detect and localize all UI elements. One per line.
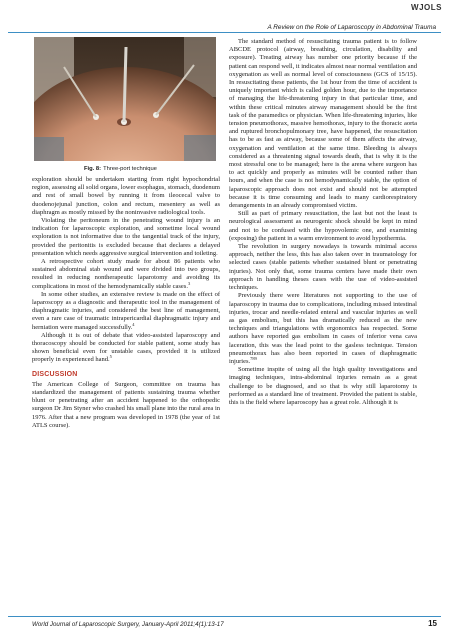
citation-ref: 8 (252, 355, 255, 361)
citation-ref: 4 (132, 321, 135, 327)
citation-ref: 3 (187, 280, 191, 286)
body-paragraph: Still as part of primary resuscitation, the last but not the least is neurological assessment as neurogenic shock should be kept in mind and not to be confused with the hypovolemic one, and examining (exposing) the patient in a warm environment to avoid hypothermia. (229, 210, 417, 242)
header-rule (8, 32, 441, 33)
left-column (32, 176, 220, 430)
running-title: A Review on the Role of Laparoscopy in Abdominal Trauma (267, 24, 436, 31)
body-paragraph: The standard method of resuscitating trauma patient is to follow ABCDE protocol (airway, breathing, circulation, disability and exposure). Treating airway has number one priority because if the patient can respond well, it indicates almost near normal ventilation and oxygenation as well as normal level of consciousness (GCS of 15/15). In resuscitating these patients, the 1st hour from the time of accident is uniquely important which is called golden hour, due to the importance of managing the life-threatening injury in that particular time, and within these critical minutes airway management should be the first task of the paramedics or physician. When life-threatening injuries, like tension pneumothorax, massive hemothorax, injury to the thoracic aorta and ruptured bronchopulmonary tree, have happened, the resuscitation has to be as fast as airway, because some of them affects the airway, oxygenation and ventilation at the same time. Bleeding is always considered as a threatening signal towards death, that is why it is the most stressful one to be managed; here is the arena where surgeon has to act quickly and properly as minutes will be counted rather than hours, and when the case is not hemodynamically stable, the option of laparoscopic approach does not exist and should not be attempted because it is time consuming and leads to many cardiorespiratory derangements in an already compromised victim. (229, 38, 417, 210)
figure-caption (84, 166, 157, 172)
footer-citation: World Journal of Laparoscopic Surgery, January-April 2011;4(1):13-17 (32, 621, 224, 628)
body-paragraph: Previously there were literatures not supporting to the use of laparoscopy in trauma due to complications, including missed intestinal injuries, trocar and needle-related enteral and vascular injuries as well as gas embolism, but this has dramatically reduced as the new techniques and triangulations with ergonomics has respected. Some authors have reported gas embolism in cases of inferior vena cava laceration, this was the lead point to the gasless technique. Tension pneumothorax has also been reported in cases of diaphragmatic injuries.$^{789}$ (229, 292, 417, 365)
figure-photo (34, 37, 216, 161)
figure-caption-text: Three-port technique (103, 166, 157, 172)
right-column (229, 38, 417, 407)
figure-label: Fig. 8: (84, 166, 102, 172)
body-paragraph: The American College of Surgeon, committee on trauma has standardized the management of patients sustaining trauma whether blunt or penetrating after an accident happened to the orthopedic surgeon Dr Jim Styner who crashed his small plane into the rural area in 1976. After that a new program was developed in 1978 (the year of 1st ATLS course). (32, 380, 220, 429)
surgical-photo-icon (34, 37, 216, 161)
body-paragraph: exploration should be undertaken starting from right hypochondrial region, assessing all solid organs, lower esophagus, stomach, duodenum and rest of small bowel by running it from ileocecal valve to duodenojejunal junction, colon and rectum, mesentery as well as diaphragm as mostly missed by the noninvasive radiological tools. (32, 176, 220, 216)
page-number: 15 (428, 619, 437, 628)
citation-ref: 7 (250, 355, 253, 361)
citation-ref: 5 (109, 354, 112, 360)
section-heading: DISCUSSION (32, 370, 78, 378)
body-paragraph: A retrospective cohort study made for about 86 patients who sustained abdominal stab wound and were divided into two groups, resulted in reducing nontherapeutic laparotomy and avoiding its complications in most of the hemodynamically stable cases.$^3$ (32, 258, 220, 290)
footer-rule (8, 616, 441, 617)
body-paragraph: Violating the peritoneum in the penetrating wound injury is an indication for laparoscopic exploration, and sometime local wound exploration is not informative due to the tangential track of the injury, provided the peritonitis is excluded because that declares a delayed presentation which needs aggressive surgical intervention and toileting. (32, 217, 220, 257)
body-paragraph: In some other studies, an extensive review is made on the effect of laparoscopy as a diagnostic and therapeutic tool in the management of diaphragmatic injuries, and considered the best line of management, even a rare case of traumatic intrapericardial diaphragmatic injury and herniation were managed successfully.$^4$ (32, 290, 220, 331)
body-paragraph: The revolution in surgery nowadays is towards minimal access approach, neither the less, this has also taken over in traumatology for selected cases (stable patients whether sustained blunt or penetrating injuries). Not only that, some trauma centers have made their own approach in handling theses cases with the use of video-assisted techniques. (229, 243, 417, 292)
body-paragraph: Sometime inspite of using all the high quality investigations and imaging techniques, intra-abdominal injuries remain as a great challenge to be diagnosed, and so that is why still laparotomy is performed as a standard line of treatment. Provided the patient is stable, this is the field where laparoscopy has a great role. Although it is (229, 366, 417, 406)
body-paragraph: Although it is out of debate that video-assisted laparoscopy and thoracoscopy should be conducted for stable patient, some study has shown beneficial even for unstable cases, provided it is utilized properly in experienced hand.$^5$ (32, 331, 220, 364)
citation-ref: 9 (254, 355, 257, 361)
journal-badge: WJOLS (411, 3, 442, 12)
